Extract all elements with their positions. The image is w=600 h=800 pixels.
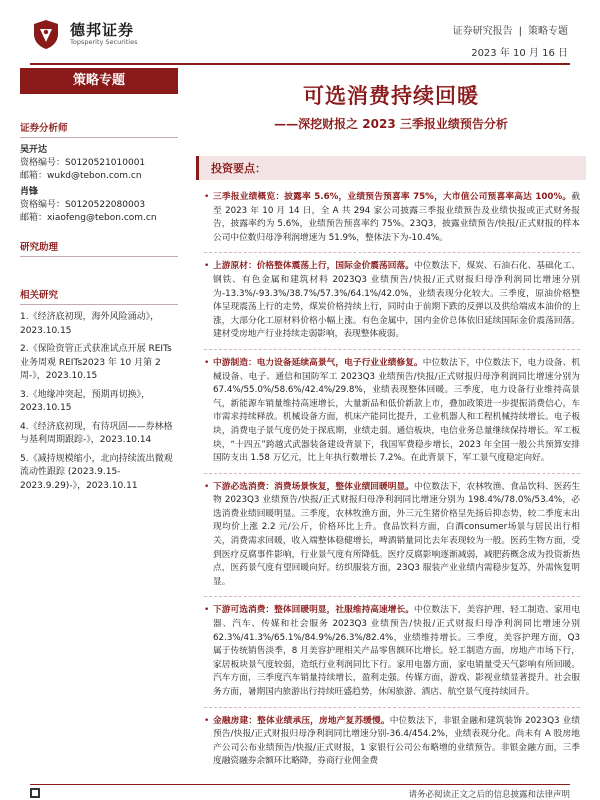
related-report-item[interactable]: 1.《经济底初现，海外风险涌动》，2023.10.15 xyxy=(20,312,160,336)
point-divider xyxy=(204,707,580,708)
analyst-card xyxy=(20,186,178,225)
report-subtitle: ——深挖财报之 2023 三季报业绩预告分析 xyxy=(274,117,508,131)
page-footer xyxy=(30,784,570,798)
related-report-item[interactable]: 5.《减持规模缩小，北向持续流出微观流动性跟踪 (2023.9.15-2023.9.29)-》，2023.10.11 xyxy=(20,453,173,491)
bullet-icon: • xyxy=(204,715,210,726)
assistant-heading: 研究助理 xyxy=(20,239,178,257)
analyst-license: 资格编号：S0120522080003 xyxy=(20,200,146,210)
qr-code-icon xyxy=(30,788,40,798)
report-series: 策略专题 xyxy=(528,26,568,37)
page-header xyxy=(0,0,600,70)
point-lead: 下游必选消费：消费场景恢复，整体业绩回暖明显。 xyxy=(213,481,415,492)
bullet-icon: • xyxy=(204,481,210,492)
brand-mark-icon xyxy=(30,18,62,50)
point-body: 中位数法下，美容护理、轻工制造、家用电器、汽车、传媒和社会服务 2023Q3 业绩预告/快报/正式财报归母净利润同比增速分别 62.3%/41.3%/65.1%/84.9%/26.3%/82.4%，业绩维持增长。三季度，美容护理方面，Q3 属于传统销售淡季，8 月美容护理相关产品零售额环比增长。轻工制造方面，房地产市场下行，家居板块景气度较弱，造纸行业利润同比下行。家用电器方面，家电销量受天气影响有所回暖。汽车方面，三季度汽车销量持续增长，盈利走强。传媒方面，游戏、影视业绩显著提升。社会服务方面，暑期国内旅游出行持续旺盛趋势，休闲旅游、酒店、航空景气度持续回升。 xyxy=(213,605,581,697)
point-divider xyxy=(204,596,580,597)
brand-logo xyxy=(30,18,137,50)
analyst-license: 资格编号：S0120521010001 xyxy=(20,158,146,168)
brand-name-en: Topsperity Securities xyxy=(70,37,138,46)
point-lead: 中游制造：电力设备延续高景气，电子行业业绩修复。 xyxy=(213,357,423,368)
points-heading: 投资要点： xyxy=(196,156,586,180)
report-type: 证券研究报告 xyxy=(452,26,513,37)
point-body: 中位数法下，中位数法下，电力设备、机械设备、电子、通信和国防军工 2023Q3 业绩预告/快报/正式财报归母净利润同比增速分别为 67.4%/55.0%/58.6%/42.4%/29.8%，业绩表现整体回暖。三季度，电力设备行业维持高景气，新能源车销量维持高速增长，大量新品和低价新款上市，叠加政策进一步提振消费信心，车市需求持续释放。机械设备方面，机床产能同比提升，工业机器人和工程机械持续增长。电子板块，消费电子景气度仍处于探底期，业绩走弱。通信板块，电信业务总量继续保持增长。军工板块，“十四五”跨越式武器装备建设背景下，我国军费稳步增长，2023 年全国一般公共预算安排国防支出 1.58 万亿元，比上年执行数增长 7.2%。在此背景下，军工景气度稳定向好。 xyxy=(213,357,581,464)
point-lead: 上游原材：价格整体震荡上行，国际金价震荡回落。 xyxy=(213,261,415,272)
bullet-icon: • xyxy=(204,192,210,202)
report-date: 2023 年 10 月 16 日 xyxy=(471,48,568,59)
related-heading: 相关研究 xyxy=(20,287,178,305)
related-reports-list xyxy=(20,311,178,493)
investment-point xyxy=(204,481,580,590)
investment-points xyxy=(196,180,586,769)
header-rule xyxy=(30,63,570,65)
investment-point xyxy=(204,260,580,342)
sidebar xyxy=(20,68,178,498)
point-lead: 三季报业绩概览：披露率 5.6%，业绩预告预喜率 75%，大市值公司预喜率高达 100%。 xyxy=(213,192,572,202)
point-lead: 下游可选消费：整体回暖明显，社服维持高速增长。 xyxy=(213,605,415,616)
analyst-email[interactable]: 邮箱：wukd@tebon.com.cn xyxy=(20,171,142,181)
investment-point xyxy=(204,604,580,699)
related-report-item[interactable]: 3.《地缘冲突起，预期再切换》，2023.10.15 xyxy=(20,389,151,413)
point-divider xyxy=(204,473,580,474)
point-lead: 金融房建：整体业绩承压，房地产复苏缓慢。 xyxy=(213,715,390,726)
related-report-item[interactable]: 4.《经济底初现，有待巩固——券林格与基利周期跟踪-》，2023.10.14 xyxy=(20,421,173,445)
bullet-icon: • xyxy=(204,261,210,272)
brand-name-cn: 德邦证券 xyxy=(70,20,135,39)
bullet-icon: • xyxy=(204,605,210,616)
sidebar-banner: 策略专题 xyxy=(20,68,178,94)
investment-point xyxy=(204,715,580,769)
main-content xyxy=(196,70,586,769)
analyst-heading: 证券分析师 xyxy=(20,120,178,138)
footer-disclaimer: 请务必阅读正文之后的信息披露和法律声明 xyxy=(408,790,570,800)
point-body: 中位数法下，非银金融和建筑装饰 2023Q3 业绩预告/快报/正式财报归母净利润同比增速分别-36.4/454.2%，业绩表现分化。尚未有 A 股房地产公司公布业绩预告/快报/正式财报，1 家银行公司公布略增的业绩预告。非银金融方面，三季度融资融券余额环比略降，券商行业佣金费 xyxy=(213,715,581,767)
analyst-card xyxy=(20,144,178,183)
investment-point xyxy=(204,357,580,466)
analyst-name: 吴开达 xyxy=(20,145,48,155)
report-category xyxy=(453,22,568,37)
bullet-icon: • xyxy=(204,357,210,368)
point-body: 截至 2023 年 10 月 14 日，全 A 共 294 家公司披露三季报业绩预告及业绩快报或正式财务报告，披露率约为 5.6%，业绩预告预喜率约 75%。23Q3，披露业绩预告/快报/正式财报的样本公司中位数归母净利润增速为 51.9%，整体法下为-10.4%。 xyxy=(213,192,580,243)
point-divider xyxy=(204,349,580,350)
point-body: 中位数法下，煤炭、石油石化、基础化工、钢铁、有色金属和建筑材料 2023Q3 业绩预告/快报/正式财报归母净利润同比增速分别为-13.3%/-93.3%/38.7%/57.3%/64.1%/42.0%，业绩表现分化较大。三季度，原油价格整体呈现震荡上行的走势，煤炭价格持续上行，同时由于前期下跌的反弹以及供给端成本油价的上涨，大部分化工原材料价格小幅上涨。有色金属中，国内金价总体依旧延续国际金价震荡回落。建材受房地产行业持续走弱影响，表现整体疲弱。 xyxy=(213,261,581,340)
analyst-email[interactable]: 邮箱：xiaofeng@tebon.com.cn xyxy=(20,213,157,223)
related-report-item[interactable]: 2.《保险资管正式获准试点开展 REITs 业务周观 REITs2023 年 10 月第 2 周-》，2023.10.15 xyxy=(20,344,172,381)
report-title: 可选消费持续回暖 xyxy=(303,84,479,108)
point-divider xyxy=(204,252,580,253)
investment-point xyxy=(204,191,580,245)
separator: | xyxy=(518,26,522,37)
point-body: 中位数法下，农林牧渔、食品饮料、医药生物 2023Q3 业绩预告/快报/正式财报归母净利润同比增速分别为 198.4%/78.0%/53.4%，必选消费业绩回暖明显。三季度，农林牧渔方面，外三元生猪价格呈先扬后抑态势，较二季度末出现均价上涨 2.2 元/公斤，价格环比上升。食品饮料方面，白酒consumer场景与居民出行相关，消费需求回暖，收入端整体稳健增长，啤酒销量同比去年表现较为一般。医药生物方面，受到医疗反腐事件影响，行业景气度有所降低。医疗反腐影响逐渐减弱，减肥药概念成为投资新热点，医药景气度有望回暖向好。纺织服装方面，23Q3 服装产业业绩内需稳步复苏，外需恢复明显。 xyxy=(213,481,581,587)
analyst-name: 肖锋 xyxy=(20,187,39,197)
